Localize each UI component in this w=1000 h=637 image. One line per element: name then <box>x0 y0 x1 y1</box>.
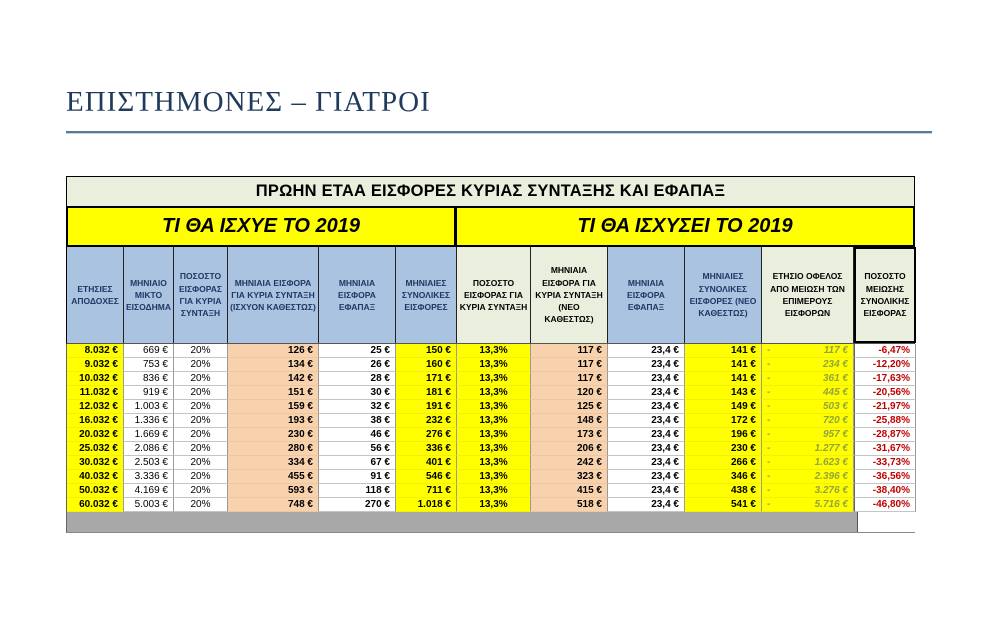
cell-rate-old: 20% <box>174 484 228 498</box>
cell-pension-contrib-old: 593 € <box>228 484 319 498</box>
cell-pension-contrib-old: 455 € <box>228 470 319 484</box>
cell-monthly-gross: 1.336 € <box>124 414 174 428</box>
table-row <box>67 400 914 414</box>
cell-rate-new: 13,3% <box>457 344 531 358</box>
cell-annual-benefit <box>762 386 854 400</box>
benefit-value: 503 € <box>822 401 848 412</box>
cell-pension-contrib-new: 117 € <box>531 344 608 358</box>
cell-total-old: 171 € <box>396 372 457 386</box>
cell-total-new: 141 € <box>685 372 762 386</box>
cell-total-new: 230 € <box>685 442 762 456</box>
cell-lump-sum-old: 28 € <box>319 372 396 386</box>
cell-rate-old: 20% <box>174 358 228 372</box>
cell-total-new: 541 € <box>685 498 762 512</box>
cell-pension-contrib-new: 117 € <box>531 358 608 372</box>
cell-total-old: 1.018 € <box>396 498 457 512</box>
minus-sign: - <box>767 345 771 356</box>
cell-reduction-pct: -6,47% <box>854 344 916 358</box>
cell-reduction-pct: -25,88% <box>854 414 916 428</box>
cell-pension-contrib-new: 242 € <box>531 456 608 470</box>
cell-monthly-gross: 1.003 € <box>124 400 174 414</box>
cell-lump-sum-old: 270 € <box>319 498 396 512</box>
cell-annual-benefit <box>762 456 854 470</box>
cell-reduction-pct: -17,63% <box>854 372 916 386</box>
cell-total-old: 401 € <box>396 456 457 470</box>
cell-total-old: 150 € <box>396 344 457 358</box>
cell-lump-sum-old: 38 € <box>319 414 396 428</box>
column-header-rate-old: ΠΟΣΟΣΤΟ ΕΙΣΦΟΡΑΣ ΓΙΑ ΚΥΡΙΑ ΣΥΝΤΑΞΗ <box>174 247 228 343</box>
minus-sign: - <box>767 401 771 412</box>
column-header-lump-sum-new: ΜΗΝΙΑΙΑ ΕΙΣΦΟΡΑ ΕΦΑΠΑΞ <box>608 247 685 343</box>
benefit-value: 1.623 € <box>814 457 848 468</box>
cell-annual-benefit <box>762 358 854 372</box>
cell-pension-contrib-old: 142 € <box>228 372 319 386</box>
cell-annual-benefit <box>762 414 854 428</box>
cell-monthly-gross: 3.336 € <box>124 470 174 484</box>
cell-total-new: 149 € <box>685 400 762 414</box>
column-header-monthly-gross: ΜΗΝΙΑΙΟ ΜΙΚΤΟ ΕΙΣΟΔΗΜΑ <box>124 247 174 343</box>
column-header-annual-benefit: ΕΤΗΣΙΟ ΟΦΕΛΟΣ ΑΠΟ ΜΕΙΩΣΗ ΤΩΝ ΕΠΙΜΕΡΟΥΣ ΕΙΣΦΟΡΩΝ <box>762 247 854 343</box>
cell-lump-sum-old: 67 € <box>319 456 396 470</box>
column-header-pension-contrib-new: ΜΗΝΙΑΙΑ ΕΙΣΦΟΡΑ ΓΙΑ ΚΥΡΙΑ ΣΥΝΤΑΞΗ (ΝΕΟ ΚΑΘΕΣΤΩΣ) <box>531 247 608 343</box>
cell-reduction-pct: -31,67% <box>854 442 916 456</box>
table-row <box>67 442 914 456</box>
cell-reduction-pct: -20,56% <box>854 386 916 400</box>
cell-pension-contrib-old: 126 € <box>228 344 319 358</box>
cell-rate-old: 20% <box>174 372 228 386</box>
cell-rate-new: 13,3% <box>457 414 531 428</box>
minus-sign: - <box>767 443 771 454</box>
cell-rate-old: 20% <box>174 456 228 470</box>
table-row <box>67 484 914 498</box>
minus-sign: - <box>767 429 771 440</box>
cell-total-old: 276 € <box>396 428 457 442</box>
cell-rate-old: 20% <box>174 442 228 456</box>
cell-annual-benefit <box>762 470 854 484</box>
table-row <box>67 386 914 400</box>
cell-annual-income: 30.032 € <box>67 456 124 470</box>
cell-total-new: 266 € <box>685 456 762 470</box>
cell-rate-new: 13,3% <box>457 470 531 484</box>
table-body <box>66 344 915 512</box>
cell-annual-benefit <box>762 484 854 498</box>
cell-rate-old: 20% <box>174 400 228 414</box>
minus-sign: - <box>767 373 771 384</box>
cell-annual-benefit <box>762 400 854 414</box>
cell-lump-sum-old: 91 € <box>319 470 396 484</box>
cell-pension-contrib-old: 134 € <box>228 358 319 372</box>
table-row <box>67 456 914 470</box>
cell-rate-new: 13,3% <box>457 484 531 498</box>
cell-total-new: 196 € <box>685 428 762 442</box>
cell-monthly-gross: 753 € <box>124 358 174 372</box>
column-header-total-old: ΜΗΝΙΑΙΕΣ ΣΥΝΟΛΙΚΕΣ ΕΙΣΦΟΡΕΣ <box>396 247 457 343</box>
cell-monthly-gross: 1.669 € <box>124 428 174 442</box>
cell-rate-old: 20% <box>174 414 228 428</box>
table-title: ΠΡΩΗΝ ΕΤΑΑ ΕΙΣΦΟΡΕΣ ΚΥΡΙΑΣ ΣΥΝΤΑΞΗΣ ΚΑΙ ΕΦΑΠΑΞ <box>66 176 915 207</box>
benefit-value: 445 € <box>822 387 848 398</box>
table-row <box>67 358 914 372</box>
table-row <box>67 344 914 358</box>
group-header-new-regime: ΤΙ ΘΑ ΙΣΧΥΣΕΙ ΤΟ 2019 <box>456 207 915 247</box>
cell-monthly-gross: 2.086 € <box>124 442 174 456</box>
cell-pension-contrib-old: 748 € <box>228 498 319 512</box>
cell-rate-new: 13,3% <box>457 498 531 512</box>
page-title: ΕΠΙΣΤΗΜΟΝΕΣ – ΓΙΑΤΡΟΙ <box>66 86 431 118</box>
cell-pension-contrib-old: 280 € <box>228 442 319 456</box>
footer-white-cell <box>858 512 916 532</box>
cell-annual-income: 10.032 € <box>67 372 124 386</box>
cell-rate-new: 13,3% <box>457 358 531 372</box>
cell-annual-income: 16.032 € <box>67 414 124 428</box>
cell-rate-new: 13,3% <box>457 442 531 456</box>
cell-total-old: 232 € <box>396 414 457 428</box>
cell-lump-sum-old: 32 € <box>319 400 396 414</box>
cell-pension-contrib-new: 206 € <box>531 442 608 456</box>
column-header-lump-sum-old: ΜΗΝΙΑΙΑ ΕΙΣΦΟΡΑ ΕΦΑΠΑΞ <box>319 247 396 343</box>
cell-pension-contrib-old: 151 € <box>228 386 319 400</box>
table-footer-row <box>66 512 915 533</box>
cell-lump-sum-old: 46 € <box>319 428 396 442</box>
cell-annual-income: 8.032 € <box>67 344 124 358</box>
benefit-value: 234 € <box>822 359 848 370</box>
cell-annual-benefit <box>762 498 854 512</box>
cell-rate-old: 20% <box>174 470 228 484</box>
cell-pension-contrib-old: 230 € <box>228 428 319 442</box>
benefit-value: 2.396 € <box>814 471 848 482</box>
cell-reduction-pct: -33,73% <box>854 456 916 470</box>
cell-total-old: 191 € <box>396 400 457 414</box>
cell-rate-old: 20% <box>174 428 228 442</box>
contributions-table <box>66 176 915 533</box>
cell-reduction-pct: -28,87% <box>854 428 916 442</box>
cell-annual-income: 11.032 € <box>67 386 124 400</box>
cell-reduction-pct: -46,80% <box>854 498 916 512</box>
minus-sign: - <box>767 457 771 468</box>
minus-sign: - <box>767 485 771 496</box>
column-header-row <box>66 247 915 344</box>
minus-sign: - <box>767 499 771 510</box>
minus-sign: - <box>767 415 771 426</box>
cell-annual-income: 60.032 € <box>67 498 124 512</box>
table-row <box>67 372 914 386</box>
cell-lump-sum-new: 23,4 € <box>608 484 685 498</box>
cell-total-new: 172 € <box>685 414 762 428</box>
column-header-rate-new: ΠΟΣΟΣΤΟ ΕΙΣΦΟΡΑΣ ΓΙΑ ΚΥΡΙΑ ΣΥΝΤΑΞΗ <box>457 247 531 343</box>
column-header-pension-contrib-old: ΜΗΝΙΑΙΑ ΕΙΣΦΟΡΑ ΓΙΑ ΚΥΡΙΑ ΣΥΝΤΑΞΗ (ΙΣΧΥΟΝ ΚΑΘΕΣΤΩΣ) <box>228 247 319 343</box>
cell-pension-contrib-new: 415 € <box>531 484 608 498</box>
cell-annual-benefit <box>762 428 854 442</box>
table-row <box>67 428 914 442</box>
cell-annual-benefit <box>762 372 854 386</box>
column-header-total-new: ΜΗΝΙΑΙΕΣ ΣΥΝΟΛΙΚΕΣ ΕΙΣΦΟΡΕΣ (ΝΕΟ ΚΑΘΕΣΤΩΣ) <box>685 247 762 343</box>
cell-reduction-pct: -21,97% <box>854 400 916 414</box>
benefit-value: 957 € <box>822 429 848 440</box>
benefit-value: 5.716 € <box>814 499 848 510</box>
cell-rate-old: 20% <box>174 386 228 400</box>
benefit-value: 117 € <box>823 345 848 356</box>
cell-lump-sum-old: 56 € <box>319 442 396 456</box>
cell-pension-contrib-old: 159 € <box>228 400 319 414</box>
cell-annual-income: 20.032 € <box>67 428 124 442</box>
benefit-value: 3.276 € <box>814 485 848 496</box>
cell-total-old: 181 € <box>396 386 457 400</box>
cell-lump-sum-new: 23,4 € <box>608 358 685 372</box>
cell-lump-sum-new: 23,4 € <box>608 372 685 386</box>
cell-total-new: 141 € <box>685 358 762 372</box>
cell-total-new: 346 € <box>685 470 762 484</box>
cell-monthly-gross: 919 € <box>124 386 174 400</box>
group-header-row <box>66 207 915 247</box>
cell-lump-sum-old: 26 € <box>319 358 396 372</box>
column-header-reduction-pct: ΠΟΣΟΣΤΟ ΜΕΙΩΣΗΣ ΣΥΝΟΛΙΚΗΣ ΕΙΣΦΟΡΑΣ <box>854 247 916 343</box>
cell-monthly-gross: 5.003 € <box>124 498 174 512</box>
cell-monthly-gross: 2.503 € <box>124 456 174 470</box>
cell-total-new: 143 € <box>685 386 762 400</box>
cell-total-new: 438 € <box>685 484 762 498</box>
cell-monthly-gross: 4.169 € <box>124 484 174 498</box>
footer-gray-bar <box>67 512 858 532</box>
cell-pension-contrib-old: 193 € <box>228 414 319 428</box>
cell-annual-income: 9.032 € <box>67 358 124 372</box>
cell-rate-new: 13,3% <box>457 400 531 414</box>
benefit-value: 720 € <box>822 415 848 426</box>
cell-pension-contrib-new: 148 € <box>531 414 608 428</box>
table-row <box>67 414 914 428</box>
cell-rate-new: 13,3% <box>457 456 531 470</box>
cell-lump-sum-new: 23,4 € <box>608 414 685 428</box>
cell-total-old: 546 € <box>396 470 457 484</box>
cell-pension-contrib-new: 173 € <box>531 428 608 442</box>
cell-annual-income: 25.032 € <box>67 442 124 456</box>
cell-lump-sum-old: 118 € <box>319 484 396 498</box>
cell-lump-sum-new: 23,4 € <box>608 428 685 442</box>
minus-sign: - <box>767 471 771 482</box>
cell-reduction-pct: -36,56% <box>854 470 916 484</box>
cell-pension-contrib-new: 120 € <box>531 386 608 400</box>
cell-monthly-gross: 669 € <box>124 344 174 358</box>
minus-sign: - <box>767 359 771 370</box>
cell-reduction-pct: -12,20% <box>854 358 916 372</box>
cell-lump-sum-new: 23,4 € <box>608 400 685 414</box>
cell-rate-old: 20% <box>174 344 228 358</box>
cell-lump-sum-new: 23,4 € <box>608 386 685 400</box>
title-underline <box>66 131 932 134</box>
group-header-old-regime: ΤΙ ΘΑ ΙΣΧΥΕ ΤΟ 2019 <box>66 207 456 247</box>
cell-pension-contrib-old: 334 € <box>228 456 319 470</box>
cell-lump-sum-new: 23,4 € <box>608 456 685 470</box>
cell-annual-income: 50.032 € <box>67 484 124 498</box>
cell-annual-benefit <box>762 442 854 456</box>
cell-rate-old: 20% <box>174 498 228 512</box>
cell-total-old: 711 € <box>396 484 457 498</box>
cell-rate-new: 13,3% <box>457 428 531 442</box>
cell-total-old: 336 € <box>396 442 457 456</box>
cell-rate-new: 13,3% <box>457 386 531 400</box>
table-row <box>67 498 914 512</box>
cell-monthly-gross: 836 € <box>124 372 174 386</box>
cell-pension-contrib-new: 323 € <box>531 470 608 484</box>
benefit-value: 1.277 € <box>814 443 848 454</box>
cell-pension-contrib-new: 117 € <box>531 372 608 386</box>
benefit-value: 361 € <box>822 373 848 384</box>
cell-annual-income: 40.032 € <box>67 470 124 484</box>
cell-pension-contrib-new: 518 € <box>531 498 608 512</box>
cell-reduction-pct: -38,40% <box>854 484 916 498</box>
table-row <box>67 470 914 484</box>
column-header-annual-income: ΕΤΗΣΙΕΣ ΑΠΟΔΟΧΕΣ <box>67 247 124 343</box>
cell-total-new: 141 € <box>685 344 762 358</box>
cell-lump-sum-new: 23,4 € <box>608 498 685 512</box>
cell-lump-sum-old: 30 € <box>319 386 396 400</box>
cell-annual-income: 12.032 € <box>67 400 124 414</box>
cell-lump-sum-new: 23,4 € <box>608 344 685 358</box>
cell-rate-new: 13,3% <box>457 372 531 386</box>
minus-sign: - <box>767 387 771 398</box>
cell-lump-sum-new: 23,4 € <box>608 470 685 484</box>
cell-lump-sum-new: 23,4 € <box>608 442 685 456</box>
cell-lump-sum-old: 25 € <box>319 344 396 358</box>
cell-annual-benefit <box>762 344 854 358</box>
cell-pension-contrib-new: 125 € <box>531 400 608 414</box>
cell-total-old: 160 € <box>396 358 457 372</box>
